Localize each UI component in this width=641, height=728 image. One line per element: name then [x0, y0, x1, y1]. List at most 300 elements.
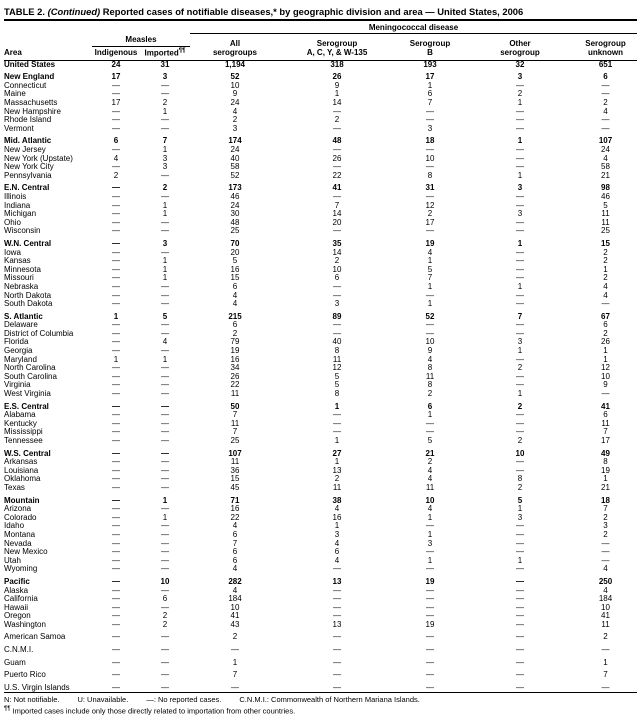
- header-row-measles-group: [4, 34, 637, 47]
- value-cell: —: [112, 89, 120, 99]
- area-cell: Arizona: [4, 505, 32, 514]
- value-cell: —: [516, 529, 524, 539]
- value-cell: 41: [332, 183, 342, 193]
- area-cell: New Jersey: [4, 146, 46, 154]
- value-cell: 22: [230, 512, 240, 522]
- value-cell: 6: [334, 273, 340, 283]
- value-cell: 15: [230, 273, 240, 283]
- value-cell: —: [516, 123, 524, 133]
- table-row: [4, 505, 637, 514]
- table-row: [4, 347, 637, 356]
- value-cell: 7: [232, 670, 238, 680]
- footnote-imported-mark: ¶¶: [4, 705, 11, 712]
- value-cell: 1: [162, 512, 168, 522]
- value-cell: 1: [334, 436, 340, 445]
- value-cell: 1: [603, 657, 608, 667]
- value-cell: —: [112, 482, 120, 492]
- area-cell: Louisiana: [4, 466, 39, 475]
- value-cell: —: [112, 564, 120, 574]
- value-cell: —: [516, 191, 524, 201]
- value-cell: 318: [330, 59, 344, 69]
- value-cell: 1: [517, 98, 523, 108]
- value-cell: 11: [601, 619, 610, 629]
- value-cell: 25: [601, 226, 610, 236]
- value-cell: —: [161, 418, 169, 428]
- table-row: [4, 428, 637, 437]
- header-row-disease-group: [4, 21, 637, 34]
- table-row: [4, 595, 637, 604]
- value-cell: —: [601, 123, 610, 133]
- column-header-line: B: [427, 48, 433, 58]
- value-cell: —: [161, 547, 169, 557]
- area-cell: S. Atlantic: [4, 312, 43, 321]
- value-cell: —: [516, 247, 524, 257]
- footnote-imported-text: Imported cases include only those directly related to importation from other countries.: [10, 706, 296, 716]
- area-cell: Delaware: [4, 321, 38, 330]
- value-cell: 17: [111, 72, 121, 82]
- value-cell: —: [161, 290, 169, 300]
- value-cell: 174: [228, 136, 242, 146]
- table-row: [4, 484, 637, 493]
- value-cell: 6: [232, 320, 238, 330]
- value-cell: —: [516, 264, 524, 274]
- table-row: [4, 659, 637, 668]
- value-cell: 11: [425, 371, 435, 381]
- value-cell: —: [601, 115, 610, 125]
- column-header-line: Serogroup: [316, 38, 358, 48]
- table-row: [4, 557, 637, 566]
- value-cell: 4: [232, 290, 238, 300]
- value-cell: —: [426, 418, 434, 428]
- table-row: [4, 514, 637, 523]
- value-cell: 9: [334, 80, 340, 90]
- value-cell: 40: [230, 153, 240, 163]
- value-cell: 4: [232, 106, 238, 116]
- value-cell: —: [112, 200, 120, 210]
- value-cell: —: [516, 585, 524, 595]
- value-cell: 52: [230, 72, 240, 82]
- value-cell: —: [516, 200, 524, 210]
- value-cell: 5: [517, 495, 523, 505]
- value-cell: 7: [427, 273, 433, 283]
- value-cell: —: [333, 328, 341, 338]
- value-cell: 52: [230, 170, 240, 180]
- notifiable-diseases-table: [4, 21, 637, 692]
- value-cell: —: [516, 226, 524, 236]
- value-cell: —: [231, 645, 239, 655]
- value-cell: 2: [162, 183, 168, 193]
- value-cell: —: [112, 538, 120, 548]
- value-cell: 26: [230, 371, 240, 381]
- value-cell: 7: [517, 311, 523, 321]
- area-cell: Maryland: [4, 355, 37, 364]
- value-cell: —: [333, 670, 341, 680]
- value-cell: 10: [332, 264, 342, 274]
- value-cell: 4: [232, 585, 238, 595]
- value-cell: 6: [232, 281, 238, 291]
- table-row: [4, 450, 637, 459]
- table-row: [4, 420, 637, 429]
- table-row: [4, 330, 637, 339]
- value-cell: —: [161, 170, 169, 180]
- value-cell: 3: [162, 162, 168, 172]
- value-cell: 1: [162, 145, 168, 154]
- area-cell: North Dakota: [4, 291, 52, 300]
- area-cell: Utah: [4, 556, 21, 565]
- area-cell: Florida: [4, 338, 29, 347]
- value-cell: —: [112, 418, 120, 428]
- area-cell: Missouri: [4, 274, 34, 283]
- table-row: [4, 356, 637, 365]
- value-cell: 1: [113, 311, 119, 321]
- value-cell: —: [161, 226, 169, 236]
- value-cell: —: [601, 538, 610, 548]
- value-cell: —: [516, 162, 524, 172]
- area-cell: Mountain: [4, 496, 40, 505]
- area-cell: Wyoming: [4, 565, 38, 574]
- value-cell: —: [112, 80, 120, 90]
- area-cell: Minnesota: [4, 265, 41, 274]
- table-row: [4, 257, 637, 266]
- value-cell: —: [112, 217, 120, 227]
- value-cell: 10: [230, 80, 240, 90]
- area-cell: Mississippi: [4, 428, 43, 437]
- value-cell: 1: [334, 401, 340, 411]
- value-cell: 1: [162, 200, 168, 210]
- value-cell: 58: [230, 162, 240, 172]
- value-cell: —: [426, 632, 434, 642]
- table-row: [4, 240, 637, 249]
- value-cell: 48: [230, 217, 240, 227]
- column-header-line: All: [229, 38, 241, 48]
- value-cell: 19: [230, 346, 240, 356]
- column-header-indigenous: Indigenous: [92, 46, 140, 60]
- value-cell: 35: [332, 238, 342, 248]
- value-cell: 32: [515, 59, 525, 69]
- table-row: [4, 99, 637, 108]
- value-cell: 1: [427, 410, 433, 420]
- value-cell: 6: [232, 555, 238, 565]
- value-cell: 11: [332, 354, 342, 364]
- area-cell: Illinois: [4, 192, 27, 201]
- table-row: [4, 249, 637, 258]
- value-cell: 2: [603, 247, 608, 257]
- value-cell: 6: [162, 594, 168, 604]
- value-cell: 3: [603, 521, 608, 531]
- area-cell: New Mexico: [4, 548, 48, 557]
- value-cell: 3: [517, 512, 523, 522]
- value-cell: 1: [162, 273, 168, 283]
- value-cell: 7: [603, 670, 608, 680]
- value-cell: —: [112, 183, 120, 193]
- value-cell: —: [516, 619, 524, 629]
- value-cell: —: [426, 585, 434, 595]
- table-row: [4, 604, 637, 613]
- value-cell: 30: [230, 209, 240, 219]
- value-cell: 4: [113, 153, 119, 163]
- value-cell: —: [161, 448, 169, 458]
- value-cell: 21: [601, 170, 610, 180]
- value-cell: —: [112, 273, 120, 283]
- area-cell: North Carolina: [4, 364, 56, 373]
- value-cell: —: [601, 682, 610, 692]
- value-cell: 6: [232, 547, 238, 557]
- value-cell: 2: [162, 98, 168, 108]
- value-cell: —: [516, 80, 524, 90]
- table-row: [4, 292, 637, 301]
- value-cell: 15: [601, 238, 610, 248]
- value-cell: —: [516, 290, 524, 300]
- value-cell: —: [112, 226, 120, 236]
- value-cell: 16: [332, 512, 342, 522]
- value-cell: 38: [332, 495, 342, 505]
- value-cell: 173: [228, 183, 242, 193]
- value-cell: 1: [517, 238, 523, 248]
- value-cell: 2: [162, 611, 168, 621]
- value-cell: —: [333, 191, 341, 201]
- value-cell: —: [112, 247, 120, 257]
- header-spacer-cell: [4, 21, 190, 34]
- value-cell: —: [161, 670, 169, 680]
- area-cell: Oklahoma: [4, 475, 41, 484]
- table-row: [4, 467, 637, 476]
- column-header-line: unknown: [587, 48, 624, 58]
- value-cell: —: [426, 670, 434, 680]
- value-cell: 2: [517, 89, 523, 99]
- footnotes: [4, 695, 637, 716]
- table-row: [4, 587, 637, 596]
- value-cell: 3: [517, 209, 523, 219]
- value-cell: —: [112, 547, 120, 557]
- value-cell: —: [601, 299, 610, 309]
- value-cell: —: [112, 594, 120, 604]
- value-cell: —: [516, 328, 524, 338]
- column-header-area: Area: [4, 34, 92, 61]
- value-cell: 10: [160, 576, 170, 586]
- value-cell: 3: [162, 72, 168, 82]
- value-cell: —: [112, 504, 120, 514]
- value-cell: 19: [425, 576, 435, 586]
- value-cell: —: [333, 427, 341, 437]
- value-cell: —: [112, 645, 120, 655]
- value-cell: —: [112, 328, 120, 338]
- area-cell: Michigan: [4, 210, 37, 219]
- value-cell: 19: [425, 619, 435, 629]
- value-cell: —: [161, 538, 169, 548]
- value-cell: 2: [517, 401, 523, 411]
- value-cell: —: [161, 410, 169, 420]
- value-cell: —: [112, 465, 120, 475]
- value-cell: —: [601, 645, 610, 655]
- area-cell: Guam: [4, 658, 26, 667]
- value-cell: —: [112, 290, 120, 300]
- value-cell: 184: [598, 594, 613, 604]
- value-cell: —: [161, 371, 169, 381]
- area-cell: Pennsylvania: [4, 171, 52, 180]
- value-cell: 11: [601, 418, 610, 428]
- table-row: [4, 475, 637, 484]
- value-cell: 71: [230, 495, 240, 505]
- table-row: [4, 671, 637, 680]
- area-cell: Nebraska: [4, 282, 39, 291]
- value-cell: 15: [230, 474, 240, 484]
- value-cell: 4: [427, 474, 433, 484]
- value-cell: 6: [427, 401, 433, 411]
- value-cell: 10: [425, 153, 435, 163]
- value-cell: —: [112, 320, 120, 330]
- value-cell: 4: [162, 337, 168, 347]
- table-row: [4, 565, 637, 574]
- value-cell: —: [112, 521, 120, 531]
- value-cell: 67: [601, 311, 610, 321]
- area-cell: Texas: [4, 483, 25, 492]
- value-cell: 1: [603, 346, 608, 356]
- value-cell: 14: [332, 209, 342, 219]
- value-cell: —: [333, 645, 341, 655]
- value-cell: —: [601, 547, 610, 557]
- value-cell: —: [161, 389, 169, 399]
- value-cell: 12: [601, 363, 610, 373]
- value-cell: 1: [162, 354, 168, 364]
- value-cell: 26: [601, 337, 610, 347]
- value-cell: 8: [427, 170, 433, 180]
- area-cell: E.N. Central: [4, 184, 50, 193]
- value-cell: 5: [232, 256, 238, 266]
- area-cell: Montana: [4, 530, 36, 539]
- value-cell: 58: [601, 162, 610, 172]
- value-cell: —: [112, 602, 120, 612]
- value-cell: 20: [230, 247, 240, 257]
- value-cell: 4: [427, 247, 433, 257]
- value-cell: —: [112, 576, 120, 586]
- value-cell: —: [112, 145, 120, 154]
- value-cell: —: [426, 602, 434, 612]
- value-cell: 4: [427, 465, 433, 475]
- value-cell: 1: [603, 474, 608, 484]
- column-header-serogroup-acyw135: [280, 34, 394, 61]
- value-cell: —: [333, 611, 341, 621]
- column-header-imported: [140, 46, 190, 60]
- value-cell: 7: [603, 427, 608, 437]
- area-cell: W.N. Central: [4, 239, 52, 248]
- footnote-not-notifiable: N: Not notifiable.: [4, 695, 60, 705]
- value-cell: 6: [603, 72, 608, 82]
- value-cell: 4: [232, 299, 238, 309]
- value-cell: —: [516, 106, 524, 116]
- value-cell: 2: [334, 256, 340, 266]
- area-cell: E.S. Central: [4, 402, 49, 411]
- value-cell: —: [426, 427, 434, 437]
- value-cell: 18: [601, 495, 610, 505]
- value-cell: 31: [425, 183, 435, 193]
- value-cell: —: [516, 564, 524, 574]
- imported-footnote-mark: ¶¶: [178, 47, 186, 54]
- area-cell: Kansas: [4, 257, 31, 266]
- value-cell: 4: [334, 504, 340, 514]
- value-cell: 26: [332, 153, 342, 163]
- value-cell: —: [516, 371, 524, 381]
- value-cell: 2: [232, 632, 238, 642]
- table-row: [4, 522, 637, 531]
- value-cell: —: [112, 632, 120, 642]
- value-cell: 13: [332, 465, 342, 475]
- value-cell: 107: [598, 136, 613, 146]
- value-cell: 50: [230, 401, 240, 411]
- value-cell: 10: [515, 448, 525, 458]
- value-cell: 17: [425, 72, 435, 82]
- value-cell: 6: [603, 410, 608, 420]
- value-cell: —: [333, 682, 341, 692]
- value-cell: —: [516, 380, 524, 390]
- table-row: [4, 82, 637, 91]
- table-row: [4, 163, 637, 172]
- area-cell: West Virginia: [4, 390, 51, 399]
- value-cell: —: [112, 363, 120, 373]
- table-row: [4, 108, 637, 117]
- value-cell: —: [161, 564, 169, 574]
- value-cell: —: [516, 299, 524, 309]
- area-cell: W.S. Central: [4, 449, 51, 458]
- value-cell: 184: [228, 594, 242, 604]
- value-cell: —: [112, 555, 120, 565]
- value-cell: —: [333, 226, 341, 236]
- value-cell: —: [161, 281, 169, 291]
- value-cell: —: [333, 162, 341, 172]
- value-cell: —: [161, 682, 169, 692]
- value-cell: 25: [230, 226, 240, 236]
- area-cell: Indiana: [4, 201, 31, 210]
- value-cell: 25: [230, 436, 240, 445]
- value-cell: 1: [162, 106, 168, 116]
- area-cell: District of Columbia: [4, 329, 74, 338]
- area-cell: Wisconsin: [4, 227, 41, 236]
- column-header-line: A, C, Y, & W-135: [306, 48, 368, 58]
- value-cell: 4: [232, 521, 238, 531]
- value-cell: 2: [603, 529, 608, 539]
- value-cell: —: [516, 115, 524, 125]
- table-row: [4, 612, 637, 621]
- area-cell: Idaho: [4, 522, 25, 531]
- column-header-line: Other: [509, 38, 531, 48]
- value-cell: 40: [332, 337, 342, 347]
- area-cell: Pacific: [4, 577, 30, 586]
- value-cell: —: [161, 320, 169, 330]
- area-cell: South Carolina: [4, 372, 57, 381]
- value-cell: 18: [425, 136, 435, 146]
- value-cell: 2: [232, 115, 238, 125]
- value-cell: 16: [230, 504, 240, 514]
- value-cell: —: [426, 106, 434, 116]
- value-cell: —: [161, 436, 169, 445]
- value-cell: —: [161, 657, 169, 667]
- table-row: [4, 313, 637, 322]
- area-cell: Kentucky: [4, 419, 37, 428]
- table-title-number: TABLE 2.: [4, 6, 48, 17]
- value-cell: 2: [517, 482, 523, 492]
- area-cell: Virginia: [4, 381, 31, 390]
- value-cell: —: [112, 410, 120, 420]
- value-cell: —: [426, 115, 434, 125]
- value-cell: —: [601, 89, 610, 99]
- area-cell: U.S. Virgin Islands: [4, 683, 70, 692]
- value-cell: —: [112, 474, 120, 484]
- value-cell: 1: [517, 389, 523, 399]
- value-cell: 8: [334, 346, 340, 356]
- value-cell: —: [516, 670, 524, 680]
- value-cell: 24: [111, 59, 121, 69]
- value-cell: —: [161, 115, 169, 125]
- value-cell: 1: [334, 521, 340, 531]
